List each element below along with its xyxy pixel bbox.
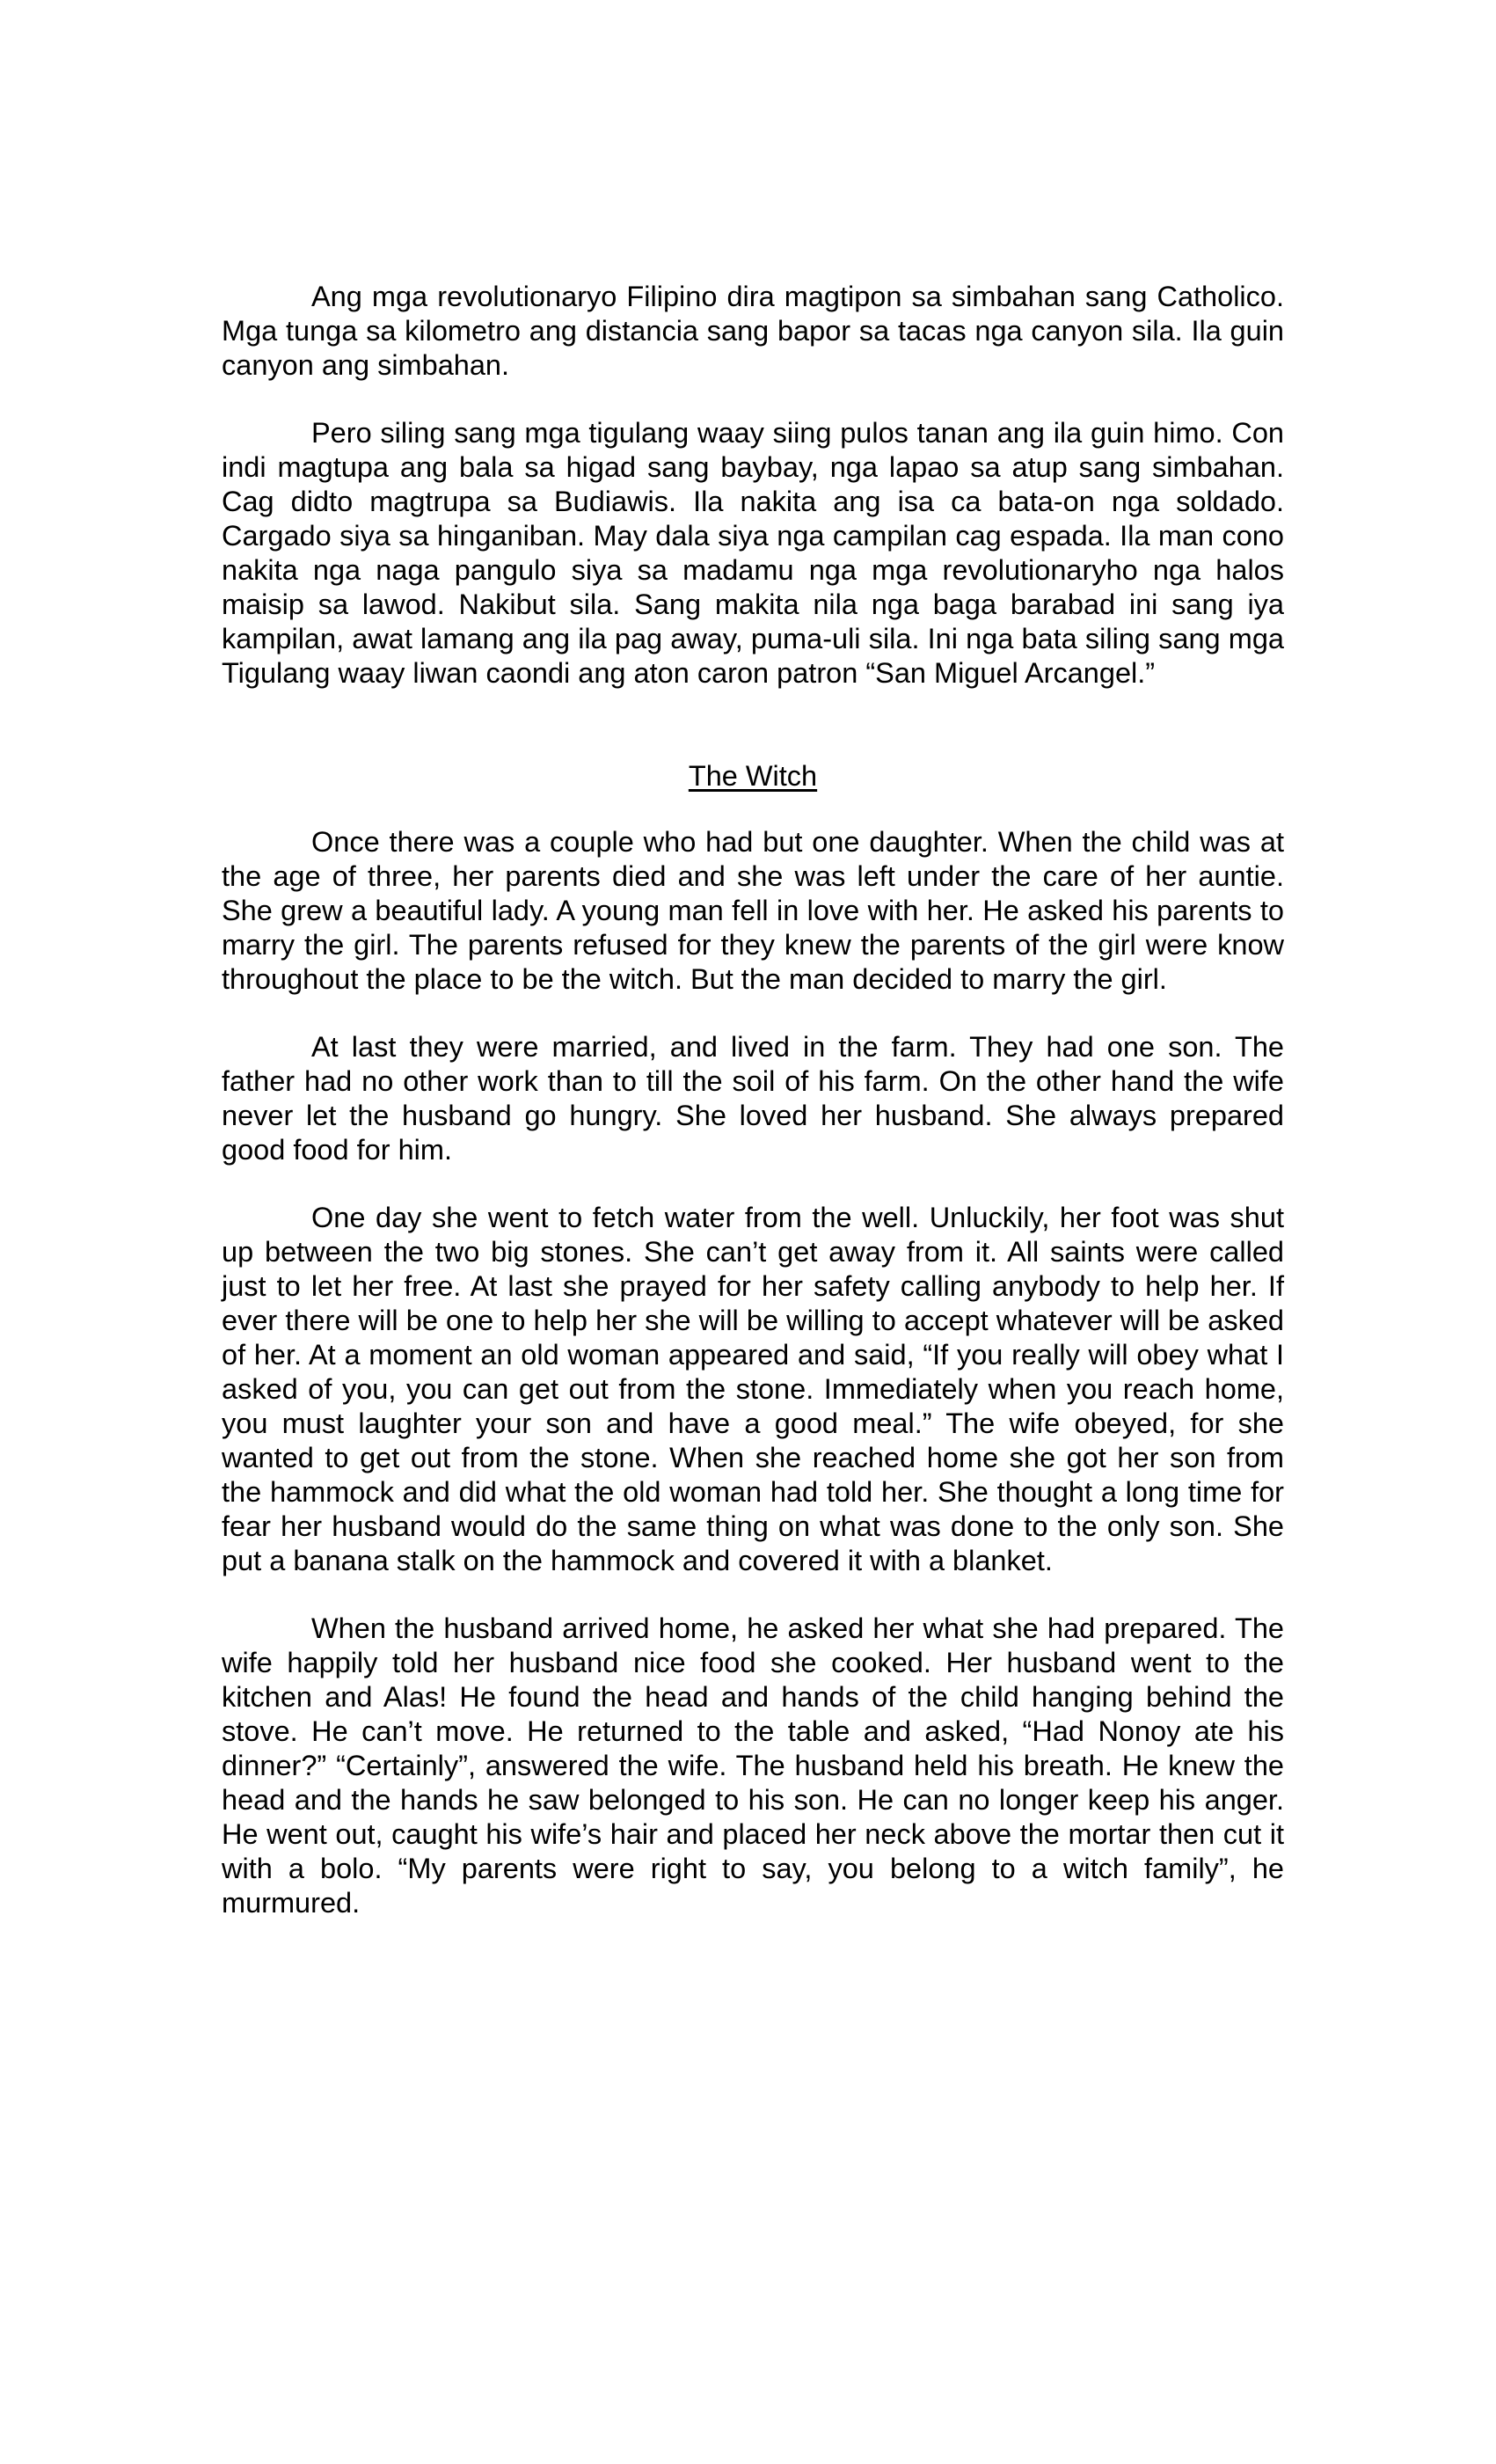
paragraph-spacer (222, 1167, 1284, 1201)
title-spacer (222, 793, 1284, 825)
paragraph-spacer (222, 997, 1284, 1030)
story-paragraph-4: When the husband arrived home, he asked her what she had prepared. The wife happily told her husband nice food she cooked. Her husband went to the kitchen and Alas! He found the head and hands of the child hanging behind the stove. He can’t move. He returned to the table and asked, “Had Nonoy ate his dinner?” “Certainly”, answered the wife. The husband held his breath. He knew the head and the hands he saw belonged to his son. He can no longer keep his anger. He went out, caught his wife’s hair and placed her neck above the mortar then cut it with a bolo. “My parents were right to say, you belong to a witch family”, he murmured. (222, 1612, 1284, 1919)
story-paragraph-1: Once there was a couple who had but one daughter. When the child was at the age of three, her parents died and she was left under the care of her auntie. She grew a beautiful lady. A young man fell in love with her. He asked his parents to marry the girl. The parents refused for they knew the parents of the girl were know throughout the place to be the witch. But the man decided to marry the girl. (222, 826, 1284, 995)
title-spacer (222, 691, 1284, 759)
paragraph-spacer (222, 383, 1284, 416)
story-paragraph-3: One day she went to fetch water from the well. Unluckily, her foot was shut up between the two big stones. She can’t get away from it. All saints were called just to let her free. At last she prayed for her safety calling anybody to help her. If ever there will be one to help her she will be willing to accept whatever will be asked of her. At a moment an old woman appeared and said, “If you really will obey what I asked of you, you can get out from the stone. Immediately when you reach home, you must laughter your son and have a good meal.” The wife obeyed, for she wanted to get out from the stone. When she reached home she got her son from the hammock and did what the old woman had told her. She thought a long time for fear her husband would do the same thing on what was done to the only son. She put a banana stalk on the hammock and covered it with a blanket. (222, 1202, 1284, 1576)
story-paragraph-2: At last they were married, and lived in the farm. They had one son. The father had no other work than to till the soil of his farm. On the other hand the wife never let the husband go hungry. She loved her husband. She always prepared good food for him. (222, 1031, 1284, 1166)
intro-paragraph-2: Pero siling sang mga tigulang waay siing pulos tanan ang ila guin himo. Con indi magtupa ang bala sa higad sang baybay, nga lapao sa atup sang simbahan. Cag didto magtrupa sa Budiawis. Ila nakita ang isa ca bata-on nga soldado. Cargado siya sa hinganiban. May dala siya nga campilan cag espada. Ila man cono nakita nga naga pangulo siya sa madamu nga mga revolutionaryho nga halos maisip sa lawod. Nakibut sila. Sang makita nila nga baga barabad ini sang iya kampilan, awat lamang ang ila pag away, puma-uli sila. Ini nga bata siling sang mga Tigulang waay liwan caondi ang aton caron patron “San Miguel Arcangel.” (222, 417, 1284, 689)
document-page (222, 280, 1284, 1920)
paragraph-spacer (222, 1578, 1284, 1612)
intro-paragraph-1: Ang mga revolutionaryo Filipino dira magtipon sa simbahan sang Catholico. Mga tunga sa kilometro ang distancia sang bapor sa tacas nga canyon sila. Ila guin canyon ang simbahan. (222, 281, 1284, 381)
story-title: The Witch (688, 760, 818, 792)
